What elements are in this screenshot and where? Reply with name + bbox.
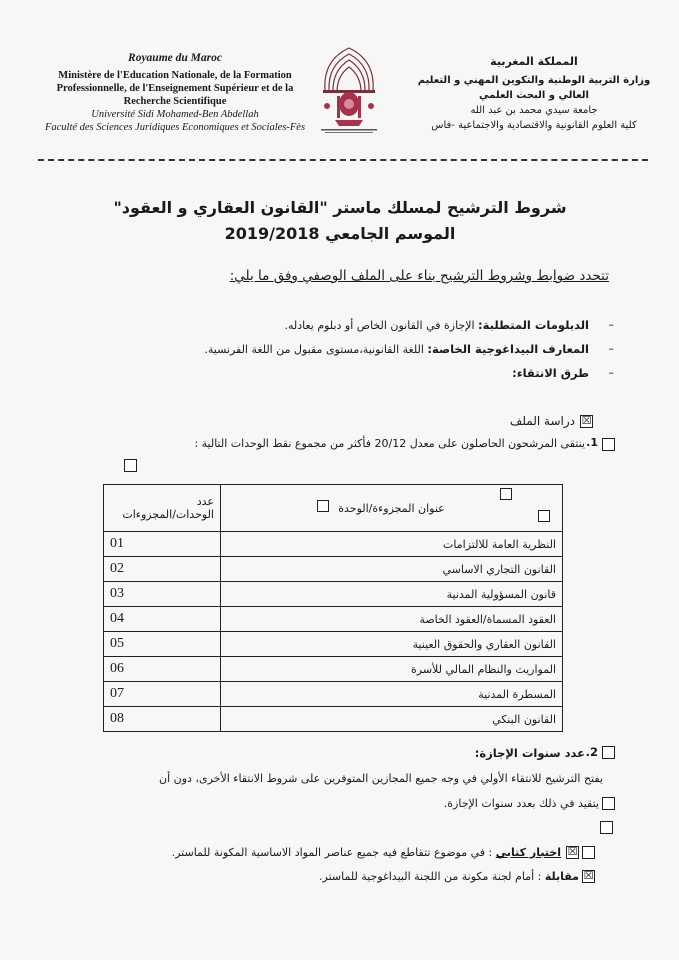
written-exam-checkbox[interactable]: ☒ bbox=[567, 845, 578, 858]
academic-year: الموسم الجامعي 2019/2018 bbox=[224, 224, 456, 243]
section2-line2: يتقيد في ذلك بعدد سنوات الإجازة. bbox=[443, 797, 599, 810]
section1-text: ينتقى المرشحون الحاصلون على معدل 20/12 فأكثر من مجموع نقط الوحدات التالية : bbox=[194, 437, 585, 450]
fr-kingdom: Royaume du Maroc bbox=[128, 52, 222, 64]
section2-line2-checkbox[interactable] bbox=[602, 797, 615, 810]
table-row bbox=[104, 557, 563, 582]
header-count-sublabel: الوحدات/المجزوءات bbox=[122, 508, 214, 521]
row-name: القانون العقاري والحقوق العينية bbox=[221, 632, 563, 657]
table-row bbox=[104, 607, 563, 632]
row-number: 08 bbox=[104, 707, 221, 732]
bullet-dash: – bbox=[608, 318, 614, 331]
table-row bbox=[104, 682, 563, 707]
header-count-label: عدد bbox=[196, 495, 214, 508]
interview-line bbox=[319, 870, 579, 883]
french-header bbox=[40, 52, 310, 134]
condition-label: الدبلومات المتطلبة: bbox=[478, 318, 589, 332]
section1-number: 1. bbox=[586, 436, 598, 449]
file-study-checkbox[interactable]: ☒ bbox=[581, 414, 592, 427]
row-number: 07 bbox=[104, 682, 221, 707]
condition-selection bbox=[512, 366, 614, 380]
written-exam-line bbox=[172, 846, 561, 859]
fr-faculty: Faculté des Sciences Juridiques Economiques et Sociales-Fès bbox=[44, 122, 306, 133]
ar-ministry: وزارة التربية الوطنية والتكوين المهني و التعليم العالي و البحث العلمي bbox=[417, 75, 651, 101]
ar-kingdom: المملكة المغربية bbox=[490, 55, 578, 68]
table-row bbox=[104, 657, 563, 682]
interview-text: : أمام لجنة مكونة من اللجنة البيداغوجية للماستر. bbox=[319, 870, 542, 883]
row-number: 06 bbox=[104, 657, 221, 682]
written-exam-checkbox-empty[interactable] bbox=[582, 846, 595, 859]
section2-number: 2. bbox=[585, 745, 598, 759]
condition-text: الإجازة في القانون الخاص أو دبلوم يعادله. bbox=[284, 319, 475, 332]
row-name: المواريث والنظام المالي للأسرة bbox=[221, 657, 563, 682]
bullet-dash: – bbox=[608, 366, 614, 379]
bullet-dash: – bbox=[608, 342, 614, 355]
table-row bbox=[104, 707, 563, 732]
table-header-row bbox=[104, 485, 563, 532]
row-number: 04 bbox=[104, 607, 221, 632]
section2-line1: يفتح الترشيح للانتقاء الأولي في وجه جميع المجازين المتوفرين على شروط الانتقاء الأخرى، دون أن bbox=[159, 772, 603, 785]
section1-checkbox[interactable] bbox=[602, 438, 615, 451]
row-name: القانون التجاري الاساسي bbox=[221, 557, 563, 582]
row-name: العقود المسماة/العقود الخاصة bbox=[221, 607, 563, 632]
row-number: 05 bbox=[104, 632, 221, 657]
condition-diplomas bbox=[284, 318, 614, 332]
section2-title: عدد سنوات الإجازة: bbox=[474, 746, 585, 760]
written-exam-label: اختبار كتابي bbox=[495, 846, 561, 859]
header-title-cell: عنوان المجزوءة/الوحدة bbox=[221, 485, 563, 532]
header-divider bbox=[38, 159, 648, 161]
row-number: 01 bbox=[104, 532, 221, 557]
header-count-checkbox-2[interactable] bbox=[538, 510, 550, 522]
section2-checkbox[interactable] bbox=[602, 746, 615, 759]
row-name: النظرية العامة للالتزامات bbox=[221, 532, 563, 557]
university-crest-icon bbox=[315, 40, 383, 135]
table-row bbox=[104, 582, 563, 607]
row-number: 02 bbox=[104, 557, 221, 582]
row-name: المسطرة المدنية bbox=[221, 682, 563, 707]
written-exam-text: : في موضوع تتقاطع فيه جميع عناصر المواد الاساسية المكونة للماستر. bbox=[171, 846, 493, 859]
fr-ministry: Ministère de l'Education Nationale, de la Formation Professionnelle, de l'Enseignement Supérieur et de la Recherche Scientifique bbox=[56, 70, 294, 107]
row-number: 03 bbox=[104, 582, 221, 607]
condition-label: المعارف البيداغوجية الخاصة: bbox=[427, 342, 589, 356]
header-count-checkbox[interactable] bbox=[500, 488, 512, 500]
empty-checkbox-2[interactable] bbox=[600, 821, 613, 834]
arabic-header bbox=[409, 54, 659, 133]
row-name: القانون البنكي bbox=[221, 707, 563, 732]
interview-label: مقابلة bbox=[544, 870, 579, 883]
condition-text: اللغة القانونية،مستوى مقبول من اللغة الفرنسية. bbox=[204, 343, 424, 356]
header-title-checkbox[interactable] bbox=[317, 500, 329, 512]
header-count-cell bbox=[104, 485, 221, 532]
row-name: قانون المسؤولية المدنية bbox=[221, 582, 563, 607]
ar-faculty: كلية العلوم القانونية والاقتصادية والاجتماعية -فاس bbox=[431, 120, 637, 131]
empty-checkbox[interactable] bbox=[124, 459, 137, 472]
interview-checkbox[interactable]: ☒ bbox=[583, 869, 594, 882]
page-title: شروط الترشيح لمسلك ماستر "القانون العقاري و العقود" bbox=[113, 198, 567, 217]
intro-text: تتحدد ضوابط وشروط الترشيح بناء على الملف الوصفي وفق ما يلي: bbox=[229, 268, 609, 284]
condition-knowledge bbox=[204, 342, 614, 356]
fr-university: Université Sidi Mohamed-Ben Abdellah bbox=[91, 109, 259, 120]
file-study-label: دراسة الملف bbox=[509, 414, 575, 428]
ar-university: جامعة سيدي محمد بن عبد الله bbox=[470, 105, 598, 116]
condition-label: طرق الانتقاء: bbox=[512, 366, 589, 380]
table-row bbox=[104, 632, 563, 657]
units-table bbox=[103, 484, 563, 732]
table-row bbox=[104, 532, 563, 557]
